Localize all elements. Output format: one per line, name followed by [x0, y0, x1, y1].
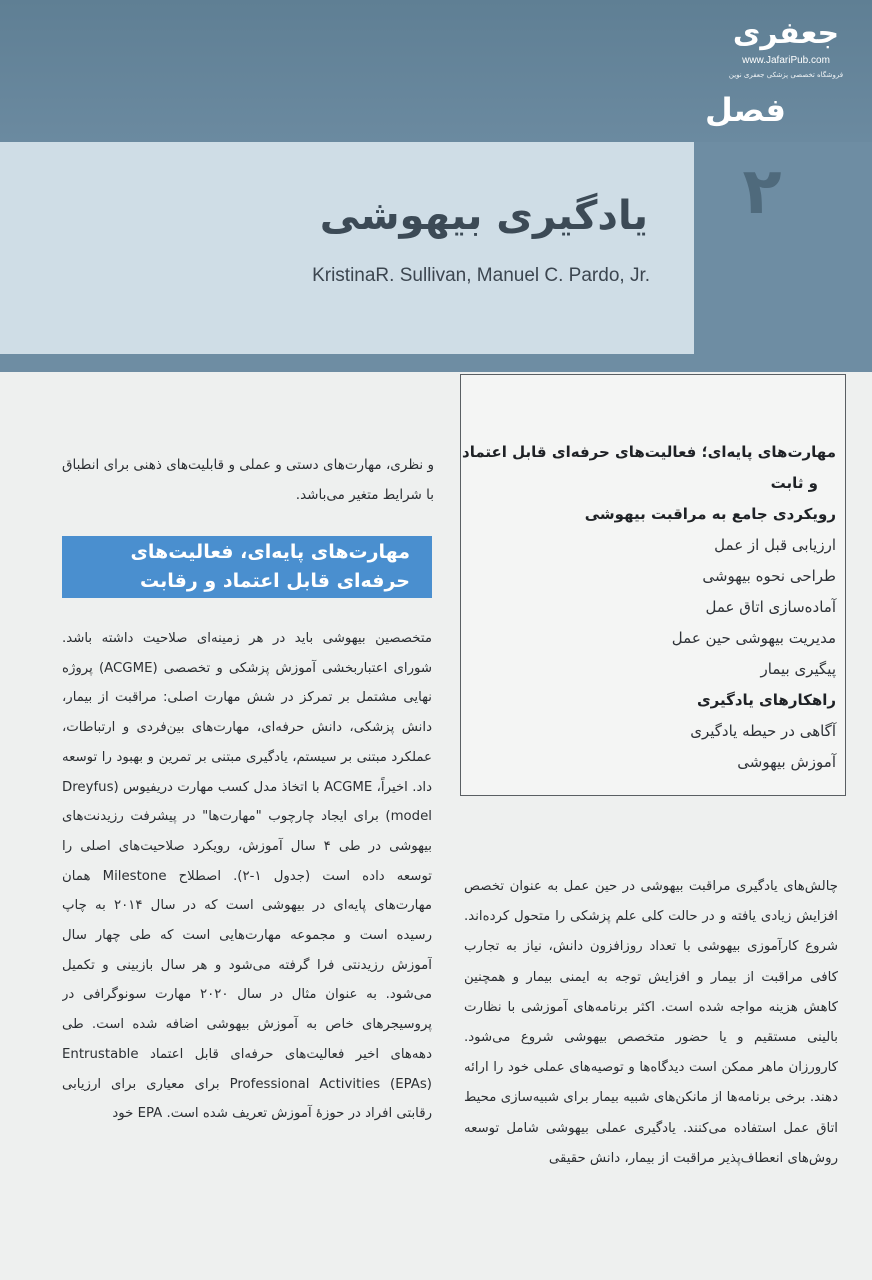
title-strip: [0, 354, 694, 372]
section-heading: [62, 536, 432, 598]
outline-item: پیگیری بیمار: [760, 660, 836, 678]
outline-item: مدیریت بیهوشی حین عمل: [671, 629, 836, 647]
chapter-number: ۲: [742, 155, 782, 229]
outline-item: ارزیابی قبل از عمل: [714, 536, 836, 554]
chapter-outline: [462, 437, 836, 782]
body-paragraph-right: چالش‌های یادگیری مراقبت بیهوشی در حین عمل به عنوان تخصص افزایش زیادی یافته و در حالت کلی علم پزشکی را متحول کرده‌اند. شروع کارآموزی بیهوشی با تعداد روزافزون دانش، نیاز به تجارب کافی مراقبت از بیمار و افزایش توجه به ایمنی بیمار و همچنین کاهش هزینه مواجه شده است. اکثر برنامه‌های آموزشی با نظارت بالینی مستقیم و یا حضور متخصص بیهوشی شروع می‌شود. کارورزان ماهر ممکن است دیدگاه‌ها و توصیه‌های عملی خود را ارائه دهند. برخی برنامه‌ها از مانکن‌های شبیه بیمار برای شبیه‌سازی محیط اتاق عمل استفاده می‌کنند. یادگیری عملی بیهوشی شامل توسعه روش‌های انعطاف‌پذیر مراقبت از بیمار، دانش حقیقی: [464, 879, 838, 1166]
title-panel: [0, 142, 694, 354]
logo-url: www.JafariPub.com: [742, 55, 830, 66]
chapter-authors: KristinaR. Sullivan, Manuel C. Pardo, Jr.: [312, 265, 650, 286]
logo-mark: جعفری: [732, 16, 840, 51]
outline-item: رویکردی جامع به مراقبت بیهوشی: [584, 505, 836, 523]
outline-item: آموزش بیهوشی: [737, 753, 836, 771]
lead-paragraph: و نظری، مهارت‌های دستی و عملی و قابلیت‌های ذهنی برای انطباق با شرایط متغیر می‌باشد.: [62, 457, 434, 503]
section-heading-line: مهارت‌های پایه‌ای، فعالیت‌های: [130, 541, 410, 563]
logo-store-name: فروشگاه تخصصی پزشکی جعفری نوین: [728, 71, 844, 79]
outline-item: راهکارهای یادگیری: [696, 691, 836, 709]
outline-item: و ثابت: [770, 474, 818, 492]
outline-item: طراحی نحوه بیهوشی: [702, 567, 836, 585]
section-heading-line: حرفه‌ای قابل اعتماد و رقابت: [140, 570, 410, 592]
outline-item: مهارت‌های پایه‌ای؛ فعالیت‌های حرفه‌ای قابل اعتماد: [462, 443, 836, 461]
outline-item: آگاهی در حیطه یادگیری: [690, 722, 836, 740]
chapter-label: فصل: [704, 91, 786, 129]
chapter-title: یادگیری بیهوشی: [319, 193, 648, 239]
outline-item: آماده‌سازی اتاق عمل: [705, 598, 836, 616]
body-paragraph-left: متخصصین بیهوشی باید در هر زمینه‌ای صلاحیت داشته باشد. شورای اعتباربخشی آموزش پزشکی و تخصصی (ACGME) پروژه نهایی مشتمل بر تمرکز در شش مهارت اصلی: مراقبت از بیمار، دانش پزشکی، دانش حرفه‌ای، مهارت‌های بین‌فردی و ارتباطات، عملکرد مبتنی بر سیستم، یادگیری مبتنی بر تمرین و بهبود را توسعه داد. اخیراً، ACGME با اتخاذ مدل کسب مهارت دریفیوس (Dreyfus model) برای ایجاد چارچوب "مهارت‌ها" در پیشرفت رزیدنت‌های بیهوشی در طی ۴ سال آموزش، رویکرد صلاحیت‌های اصلی را توسعه داده است (جدول ۱-۲). اصطلاح Milestone همان مهارت‌های پایه‌ای در بیهوشی است که در سال ۲۰۱۴ به چاپ رسیده است و مجموعه مهارت‌هایی است که طی چهار سال آموزش رزیدنتی فرا گرفته می‌شود و هر سال بازبینی و تکمیل می‌شود. به عنوان مثال در سال ۲۰۲۰ مهارت سونوگرافی در پروسیجرهای خاص به آموزش بیهوشی اضافه شده است. طی دهه‌های اخیر فعالیت‌های حرفه‌ای قابل اعتماد Entrustable Professional Activities (EPAs) برای معیاری برای ارزیابی رقابتی افراد در حوزهٔ آموزش تعریف شده است. EPA خود: [62, 631, 432, 1122]
